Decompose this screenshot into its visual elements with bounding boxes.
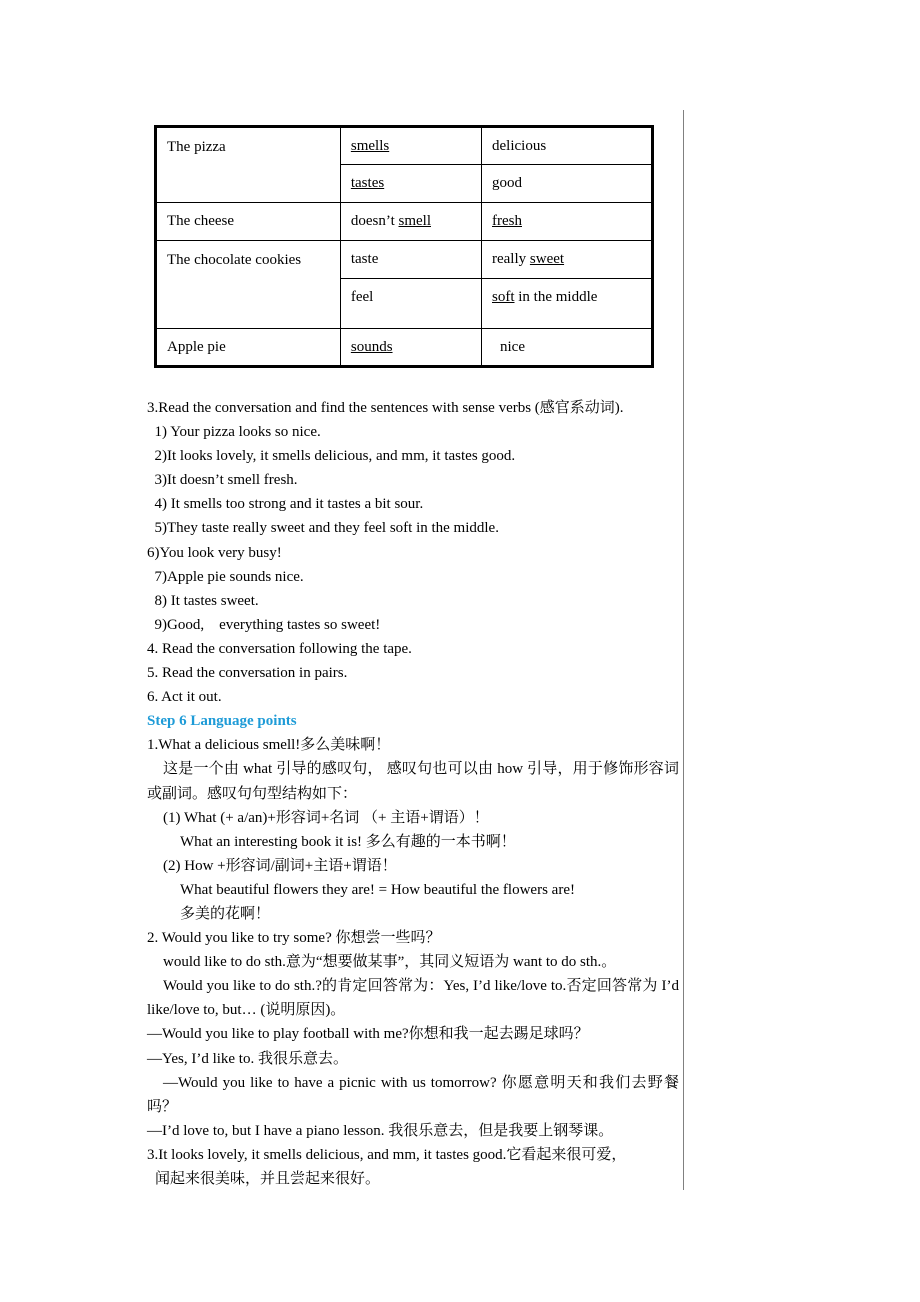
adjective-text: sweet <box>529 251 565 267</box>
verb-text: smells <box>350 137 390 154</box>
verb-text: smell <box>398 213 431 229</box>
point-title: 1.What a delicious smell!多么美味啊！ <box>147 737 391 754</box>
verb-text: sounds <box>350 338 393 355</box>
example-sentence: What beautiful flowers they are! = How beautiful the flowers are! <box>180 881 575 898</box>
section-heading: Step 6 Language points <box>147 713 297 730</box>
adjective-cell: delicious <box>482 127 653 165</box>
verb-cell: doesn’t smell <box>340 203 481 241</box>
point-body: would like to do sth.意为“想要做某事”，其同义短语为 want to do sth.。 <box>163 954 617 971</box>
point-body: Would you like to do sth.?的肯定回答常为：Yes, I’d like/love to.否定回答常为 I’d like/love to, but… (说明原因)。 <box>147 978 679 1019</box>
task-line: 4. Read the conversation following the tape. <box>147 640 412 657</box>
point-body: 这是一个由 what 引导的感叹句， 感叹句也可以由 how 引导，用于修饰形容词或副词。感叹句句型结构如下： <box>147 761 679 802</box>
sentence-line: 5)They taste really sweet and they feel soft in the middle. <box>147 520 499 537</box>
adjective-cell: really sweet <box>482 241 653 279</box>
adjective-cell: soft in the middle <box>482 279 653 329</box>
task-line: 3.Read the conversation and find the sentences with sense verbs (感官系动词). <box>147 400 624 416</box>
pattern-rule: (1) What (+ a/an)+形容词+名词 （+ 主语+谓语）！ <box>163 809 489 826</box>
task-line: 6. Act it out. <box>147 689 222 706</box>
verb-cell: taste <box>340 241 481 279</box>
pattern-rule: (2) How +形容词/副词+主语+谓语！ <box>163 857 397 874</box>
adjective-text: soft <box>492 289 515 305</box>
task-line: 5. Read the conversation in pairs. <box>147 665 348 682</box>
dialogue-line: —Would you like to play football with me?你想和我一起去踢足球吗？ <box>147 1026 589 1043</box>
sentence-line: 3)It doesn’t smell fresh. <box>147 472 298 489</box>
point-title: 3.It looks lovely, it smells delicious, and mm, it tastes good.它看起来很可爱， <box>147 1146 627 1163</box>
sense-verb-table <box>154 125 654 368</box>
adjective-cell <box>482 203 653 241</box>
subject-cell: The cheese <box>156 203 341 241</box>
subject-cell: The chocolate cookies <box>156 241 341 329</box>
verb-cell: feel <box>340 279 481 329</box>
verb-cell <box>340 329 481 367</box>
verb-text: tastes <box>350 175 385 191</box>
sentence-line: 6)You look very busy! <box>147 544 282 561</box>
verb-cell <box>340 127 481 165</box>
subject-cell: The pizza <box>156 127 341 203</box>
example-translation: 多美的花啊！ <box>180 905 271 922</box>
adjective-cell: nice <box>482 329 653 367</box>
sentence-line: 2)It looks lovely, it smells delicious, and mm, it tastes good. <box>147 448 516 465</box>
subject-cell: Apple pie <box>156 329 341 367</box>
example-sentence: What an interesting book it is! 多么有趣的一本书啊！ <box>180 833 516 850</box>
point-body: 闻起来很美味，并且尝起来很好。 <box>155 1171 381 1187</box>
lesson-body <box>147 396 679 1191</box>
sentence-line: 1) Your pizza looks so nice. <box>147 424 321 441</box>
sentence-line: 8) It tastes sweet. <box>147 592 259 609</box>
adjective-cell: good <box>482 165 653 203</box>
point-title: 2. Would you like to try some? 你想尝一些吗？ <box>147 930 441 947</box>
dialogue-line: —Would you like to have a picnic with us tomorrow? 你愿意明天和我们去野餐吗？ <box>147 1074 679 1115</box>
sentence-line: 9)Good, everything tastes so sweet! <box>147 616 381 633</box>
dialogue-line: —Yes, I’d like to. 我很乐意去。 <box>147 1050 348 1067</box>
margin-rule <box>683 110 684 1190</box>
sentence-line: 7)Apple pie sounds nice. <box>147 568 304 585</box>
adjective-text: fresh <box>492 213 522 229</box>
verb-cell <box>340 165 481 203</box>
dialogue-line: —I’d love to, but I have a piano lesson. 我很乐意去，但是我要上钢琴课。 <box>147 1122 614 1139</box>
sentence-line: 4) It smells too strong and it tastes a bit sour. <box>147 496 424 513</box>
